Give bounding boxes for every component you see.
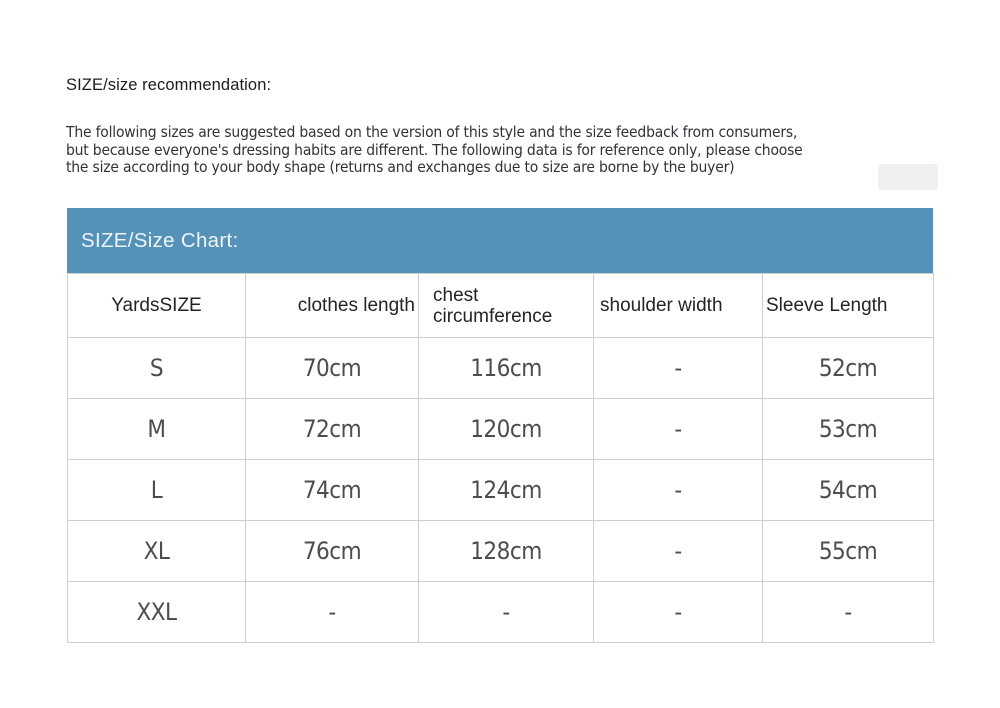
description-line-1: The following sizes are suggested based on the version of this style and the size feedback from consumers,: [66, 123, 798, 141]
cell-shoulder-width: -: [594, 399, 763, 460]
cell-sleeve-length: -: [763, 582, 934, 643]
cell-size-label: M: [68, 399, 246, 460]
size-description: [66, 124, 936, 177]
size-row-xxl: [68, 582, 934, 643]
size-chart-title: SIZE/Size Chart:: [81, 228, 239, 252]
column-header-clothes-length: clothes length: [246, 274, 419, 338]
column-header-size: YardsSIZE: [68, 274, 246, 338]
cell-chest: 124cm: [419, 460, 594, 521]
cell-clothes-length: 76cm: [246, 521, 419, 582]
cell-shoulder-width: -: [594, 338, 763, 399]
size-chart-table: [67, 273, 934, 643]
description-line-2: but because everyone's dressing habits are different. The following data is for reference only, please choose: [66, 140, 803, 159]
translation-artifact-patch: [878, 164, 938, 190]
header-row: [68, 274, 934, 338]
cell-chest: 128cm: [419, 521, 594, 582]
cell-sleeve-length: 52cm: [763, 338, 934, 399]
cell-sleeve-length: 55cm: [763, 521, 934, 582]
cell-size-label: XL: [68, 521, 246, 582]
cell-shoulder-width: -: [594, 582, 763, 643]
cell-clothes-length: 74cm: [246, 460, 419, 521]
size-row-xl: [68, 521, 934, 582]
cell-shoulder-width: -: [594, 460, 763, 521]
cell-sleeve-length: 53cm: [763, 399, 934, 460]
page-title: SIZE/size recommendation:: [66, 76, 272, 94]
cell-chest: 116cm: [419, 338, 594, 399]
size-row-m: [68, 399, 934, 460]
cell-chest: -: [419, 582, 594, 643]
cell-clothes-length: -: [246, 582, 419, 643]
size-row-s: [68, 338, 934, 399]
size-row-l: [68, 460, 934, 521]
column-header-sleeve-length: Sleeve Length: [763, 274, 934, 338]
cell-size-label: S: [68, 338, 246, 399]
size-chart-title-bar: [67, 208, 933, 273]
cell-sleeve-length: 54cm: [763, 460, 934, 521]
cell-chest: 120cm: [419, 399, 594, 460]
cell-size-label: L: [68, 460, 246, 521]
description-line-3: the size according to your body shape (returns and exchanges due to size are borne by the buyer): [66, 158, 735, 176]
cell-clothes-length: 72cm: [246, 399, 419, 460]
cell-clothes-length: 70cm: [246, 338, 419, 399]
cell-shoulder-width: -: [594, 521, 763, 582]
column-header-shoulder-width: shoulder width: [594, 274, 763, 338]
column-header-chest: chest circumference: [419, 274, 594, 338]
cell-size-label: XXL: [68, 582, 246, 643]
